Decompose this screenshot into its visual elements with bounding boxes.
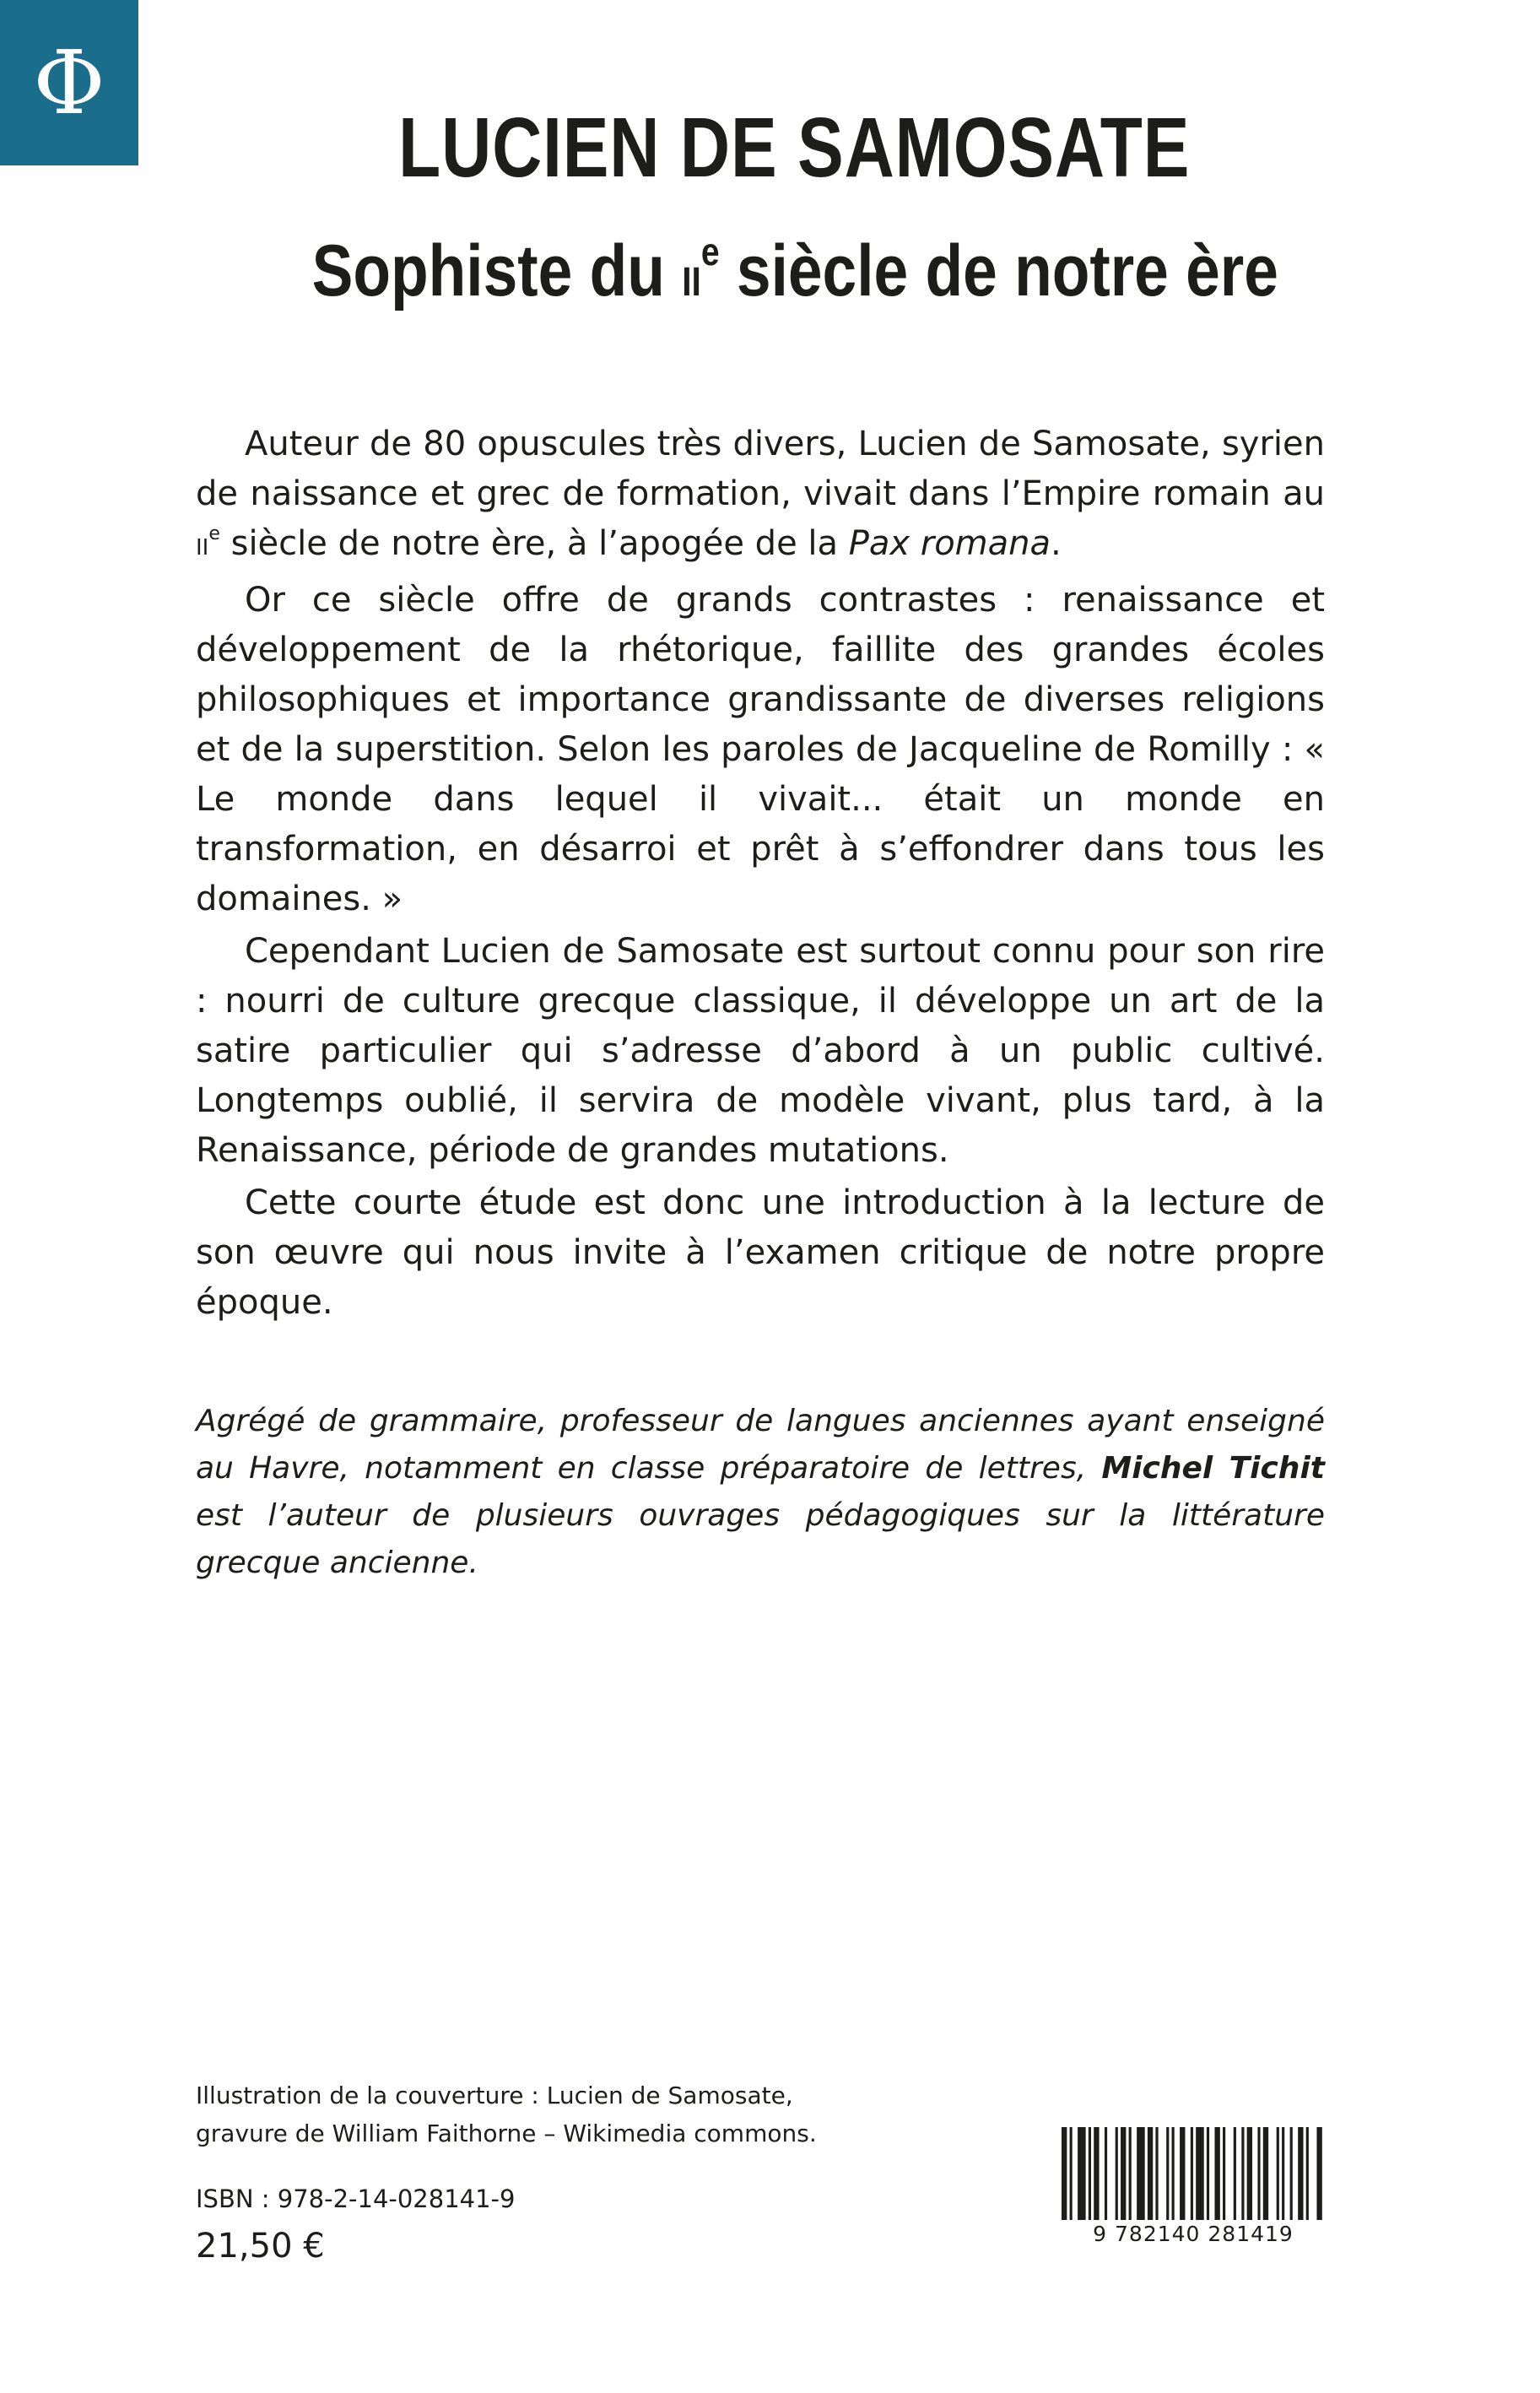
publisher-logo: [0, 0, 138, 165]
blurb-paragraph-3: Cependant Lucien de Samosate est surtout connu pour son rire : nourri de culture grecque classique, il développe un art de la satire particulier qui s’adresse d’abord à un public cultivé. Longtemps oublié, il servira de modèle vivant, plus tard, à la Renaissance, période de grandes mutations.: [196, 932, 1325, 1170]
barcode-digits: 9 782140 281419: [1093, 2222, 1294, 2246]
isbn: ISBN : 978-2-14-028141-9: [196, 2185, 516, 2213]
barcode-bars: [1062, 2127, 1325, 2220]
author-name: Michel Tichit: [1101, 1451, 1325, 1486]
blurb-paragraph-1: Auteur de 80 opuscules très divers, Lucien de Samosate, syrien de naissance et grec de formation, vivait dans l’Empire romain au IIe siècle de notre ère, à l’apogée de la Pax romana.: [196, 425, 1325, 563]
author-bio: Agrégé de grammaire, professeur de langues anciennes ayant enseigné au Havre, notamment en classe préparatoire de lettres, Michel Tichit est l’auteur de plusieurs ouvrages pédagogiques sur la littérature grecque ancienne.: [196, 1404, 1325, 1580]
book-subtitle: Sophiste du IIe siècle de notre ère: [311, 230, 1278, 311]
cover-illustration-credits: Illustration de la couverture : Lucien de Samosate, gravure de William Faithorne – Wikimedia commons.: [196, 2082, 817, 2147]
blurb-paragraph-2: Or ce siècle offre de grands contrastes : renaissance et développement de la rhétorique, faillite des grandes écoles philosophiques et importance grandissante de diverses religions et de la superstition. Selon les paroles de Jacqueline de Romilly : « Le monde dans lequel il vivait... était un monde en transformation, en désarroi et prêt à s’effondrer dans tous les domaines. »: [196, 581, 1325, 918]
phi-logo-icon: Φ: [33, 31, 105, 134]
blurb-paragraph-4: Cette courte étude est donc une introduction à la lecture de son œuvre qui nous invite à l’examen critique de notre propre époque.: [196, 1183, 1325, 1322]
price: 21,50 €: [196, 2227, 325, 2266]
back-cover-blurb: [196, 420, 1325, 1330]
book-title: LUCIEN DE SAMOSATE: [398, 100, 1191, 195]
